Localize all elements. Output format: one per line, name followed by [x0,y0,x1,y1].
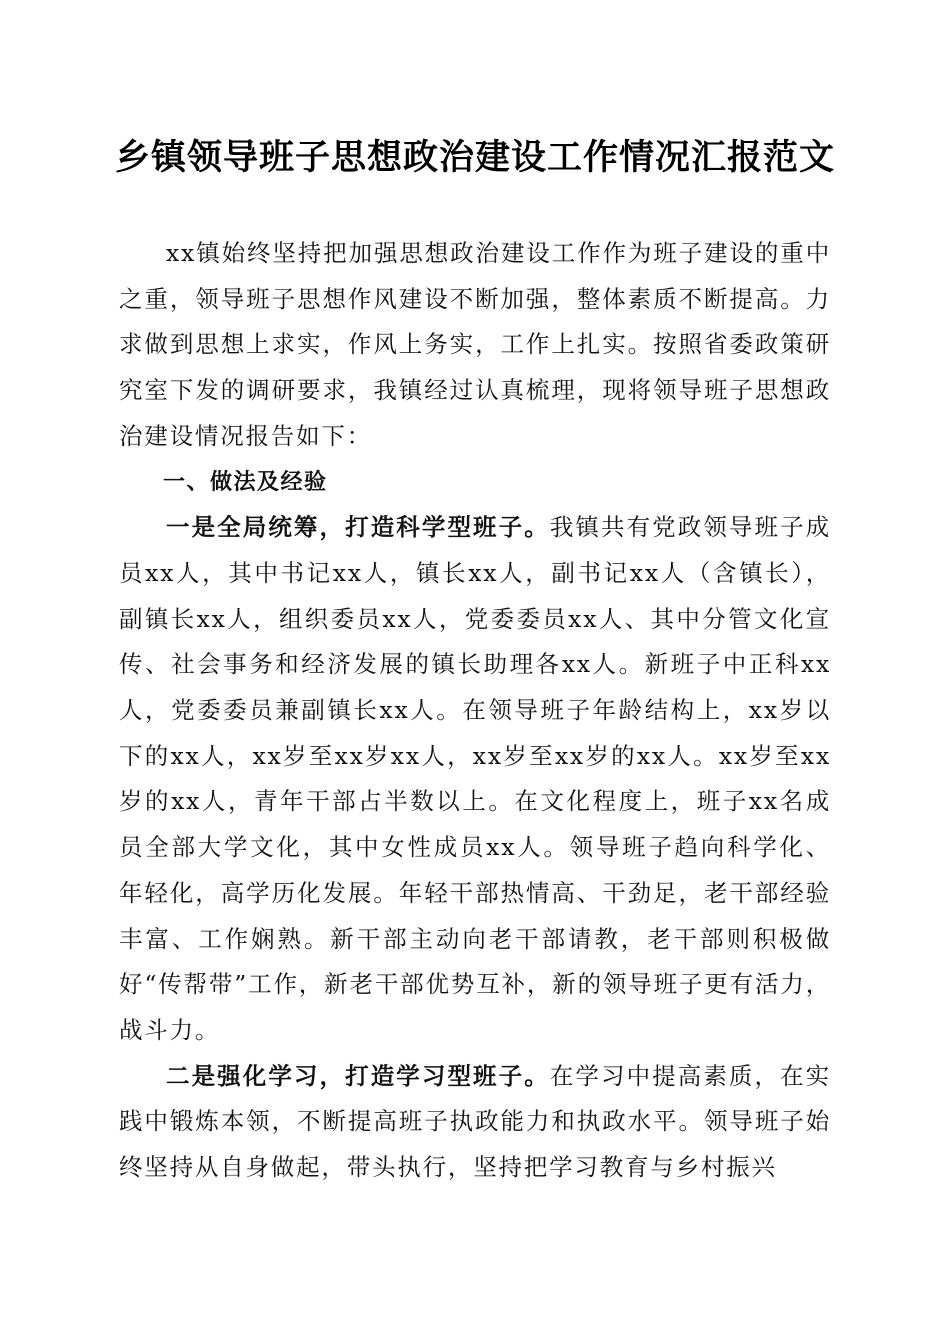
document-body [119,231,831,1191]
paragraph-point-2 [119,1054,831,1191]
point-1-text: 我镇共有党政领导班子成员xx人，其中书记xx人，镇长xx人，副书记xx人（含镇长），副镇长xx人，组织委员xx人，党委委员xx人、其中分管文化宣传、社会事务和经济发展的镇长助理各xx人。新班子中正科xx人，党委委员兼副镇长xx人。在领导班子年龄结构上，xx岁以下的xx人，xx岁至xx岁xx人，xx岁至xx岁的xx人。xx岁至xx岁的xx人，青年干部占半数以上。在文化程度上，班子xx名成员全部大学文化，其中女性成员xx人。领导班子趋向科学化、年轻化，高学历化发展。年轻干部热情高、干劲足，老干部经验丰富、工作娴熟。新干部主动向老干部请教，老干部则积极做好“传帮带”工作，新老干部优势互补，新的领导班子更有活力，战斗力。 [119,513,831,1044]
point-2-text: 在学习中提高素质，在实践中锻炼本领，不断提高班子执政能力和执政水平。领导班子始终坚持从自身做起，带头执行，坚持把学习教育与乡村振兴 [119,1061,831,1182]
intro-paragraph: xx镇始终坚持把加强思想政治建设工作作为班子建设的重中之重，领导班子思想作风建设不断加强，整体素质不断提高。力求做到思想上求实，作风上务实，工作上扎实。按照省委政策研究室下发的调研要求，我镇经过认真梳理，现将领导班子思想政治建设情况报告如下： [119,239,831,450]
document-title: 乡镇领导班子思想政治建设工作情况汇报范文 [114,138,835,178]
paragraph-point-1 [119,505,831,1053]
point-2-lead: 二是强化学习，打造学习型班子。 [166,1061,550,1090]
section-heading: 一、做法及经验 [163,469,328,495]
point-1-lead: 一是全局统筹，打造科学型班子。 [166,513,550,542]
